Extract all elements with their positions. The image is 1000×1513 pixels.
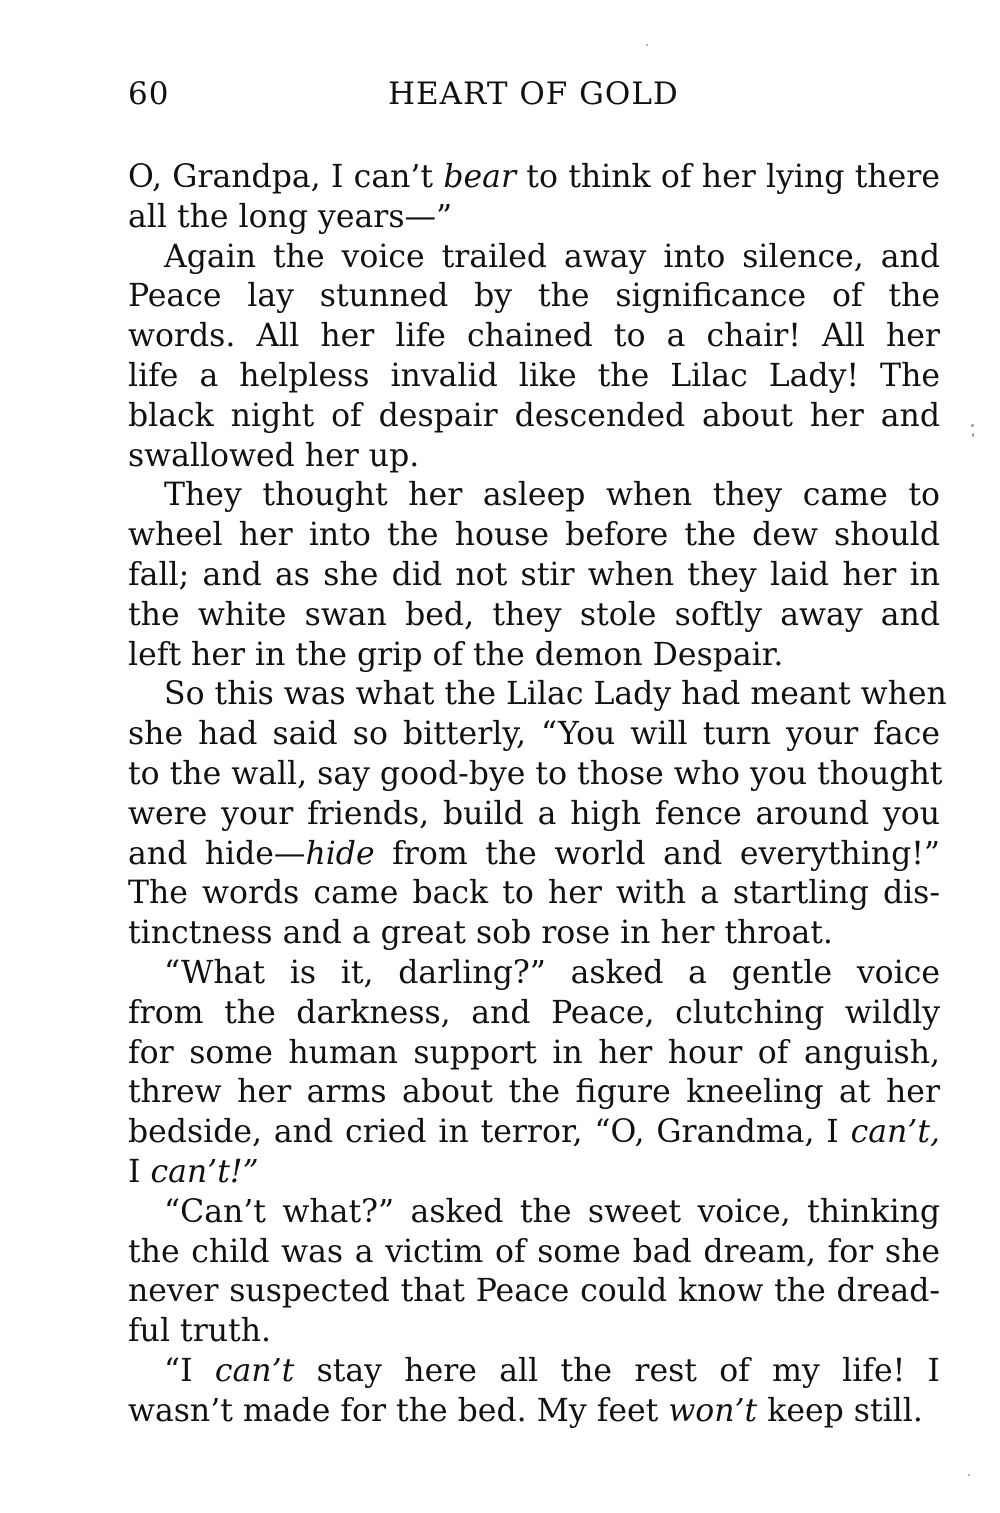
text-line: [128, 835, 940, 875]
paragraph: [128, 238, 940, 477]
paragraph: [128, 158, 940, 238]
text-line: [128, 715, 940, 755]
text-run: never suspected that Peace could know the dread-: [128, 1273, 940, 1310]
text-run: The words came back to her with a startling dis-: [128, 875, 940, 912]
text-line: [128, 1113, 940, 1153]
italic-text: can’t!”: [150, 1153, 259, 1190]
text-line: [128, 795, 940, 835]
text-run: stay here all the rest of my life! I: [294, 1352, 941, 1389]
text-line: [128, 238, 940, 278]
running-head: [128, 76, 940, 120]
text-line: [128, 1153, 940, 1193]
scan-speck: [968, 1474, 970, 1476]
text-run: So this was what the Lilac Lady had meant when: [164, 676, 947, 713]
text-line: [128, 437, 940, 477]
text-run: black night of despair descended about her and: [128, 397, 940, 434]
text-run: from the darkness, and Peace, clutching wildly: [128, 994, 940, 1031]
text-line: [128, 596, 940, 636]
text-line: [128, 994, 940, 1034]
text-run: ful truth.: [128, 1313, 271, 1350]
text-line: [128, 397, 940, 437]
text-run: words. All her life chained to a chair! All her: [128, 318, 940, 355]
text-run: all the long years—”: [128, 198, 453, 235]
scan-speck: [971, 424, 974, 427]
text-run: Peace lay stunned by the significance of the: [128, 278, 940, 315]
text-line: [128, 874, 940, 914]
paragraph: [128, 476, 940, 675]
text-line: [128, 954, 940, 994]
text-line: [128, 198, 940, 238]
text-line: [128, 636, 940, 676]
text-run: for some human support in her hour of anguish,: [128, 1034, 940, 1071]
scan-speck: [972, 433, 974, 437]
text-line: [128, 1193, 940, 1233]
text-run: fall; and as she did not stir when they laid her in: [128, 556, 940, 593]
text-line: [128, 158, 940, 198]
text-line: [128, 357, 940, 397]
text-line: [128, 1392, 940, 1432]
text-run: They thought her asleep when they came to: [164, 477, 940, 514]
text-line: [128, 1352, 940, 1392]
italic-text: can’t,: [850, 1114, 940, 1151]
text-line: [128, 556, 940, 596]
text-run: tinctness and a great sob rose in her throat.: [128, 915, 833, 952]
text-run: she had said so bitterly, “You will turn your face: [128, 716, 940, 753]
text-run: to think of her lying there: [516, 159, 941, 195]
text-line: [128, 1272, 940, 1312]
text-run: the child was a victim of some bad dream, for she: [128, 1233, 940, 1270]
text-run: I: [128, 1153, 151, 1190]
text-line: [128, 317, 940, 357]
paragraph: [128, 1352, 940, 1432]
text-run: life a helpless invalid like the Lilac Lady! The: [128, 357, 940, 394]
italic-text: hide: [305, 835, 375, 872]
body-text: [128, 158, 947, 1432]
book-title: HEART OF GOLD: [388, 76, 679, 112]
text-line: [128, 914, 940, 954]
italic-text: won’t: [668, 1392, 758, 1429]
text-run: “Can’t what?” asked the sweet voice, thinking: [164, 1193, 940, 1230]
text-run: keep still.: [757, 1392, 923, 1429]
scan-speck: [646, 44, 648, 46]
page-number: 60: [128, 76, 170, 112]
text-run: and hide—: [128, 835, 306, 872]
italic-text: bear: [443, 159, 517, 195]
text-line: [128, 675, 947, 715]
text-run: wheel her into the house before the dew should: [128, 517, 940, 554]
text-line: [128, 1034, 940, 1074]
paragraph: [128, 1193, 940, 1352]
text-run: from the world and everything!”: [374, 835, 940, 872]
text-run: O, Grandpa, I can’t: [128, 159, 444, 195]
text-run: left her in the grip of the demon Despair.: [128, 636, 784, 673]
italic-text: can’t: [214, 1352, 295, 1389]
text-line: [128, 1073, 940, 1113]
text-run: swallowed her up.: [128, 437, 420, 474]
text-run: wasn’t made for the bed. My feet: [128, 1392, 669, 1429]
paragraph: [128, 675, 947, 954]
text-line: [128, 755, 943, 795]
text-run: “What is it, darling?” asked a gentle voice: [164, 954, 940, 991]
text-run: to the wall, say good-bye to those who you thought: [128, 755, 943, 792]
text-run: bedside, and cried in terror, “O, Grandma, I: [128, 1114, 851, 1151]
text-run: threw her arms about the figure kneeling at her: [128, 1074, 940, 1111]
paragraph: [128, 954, 940, 1193]
text-line: [128, 1312, 940, 1352]
text-line: [128, 476, 940, 516]
text-line: [128, 1233, 940, 1273]
text-run: were your friends, build a high fence around you: [128, 795, 940, 832]
text-line: [128, 516, 940, 556]
text-run: the white swan bed, they stole softly away and: [128, 596, 940, 633]
text-run: Again the voice trailed away into silence, and: [164, 238, 940, 275]
text-line: [128, 277, 940, 317]
text-run: “I: [164, 1352, 215, 1389]
